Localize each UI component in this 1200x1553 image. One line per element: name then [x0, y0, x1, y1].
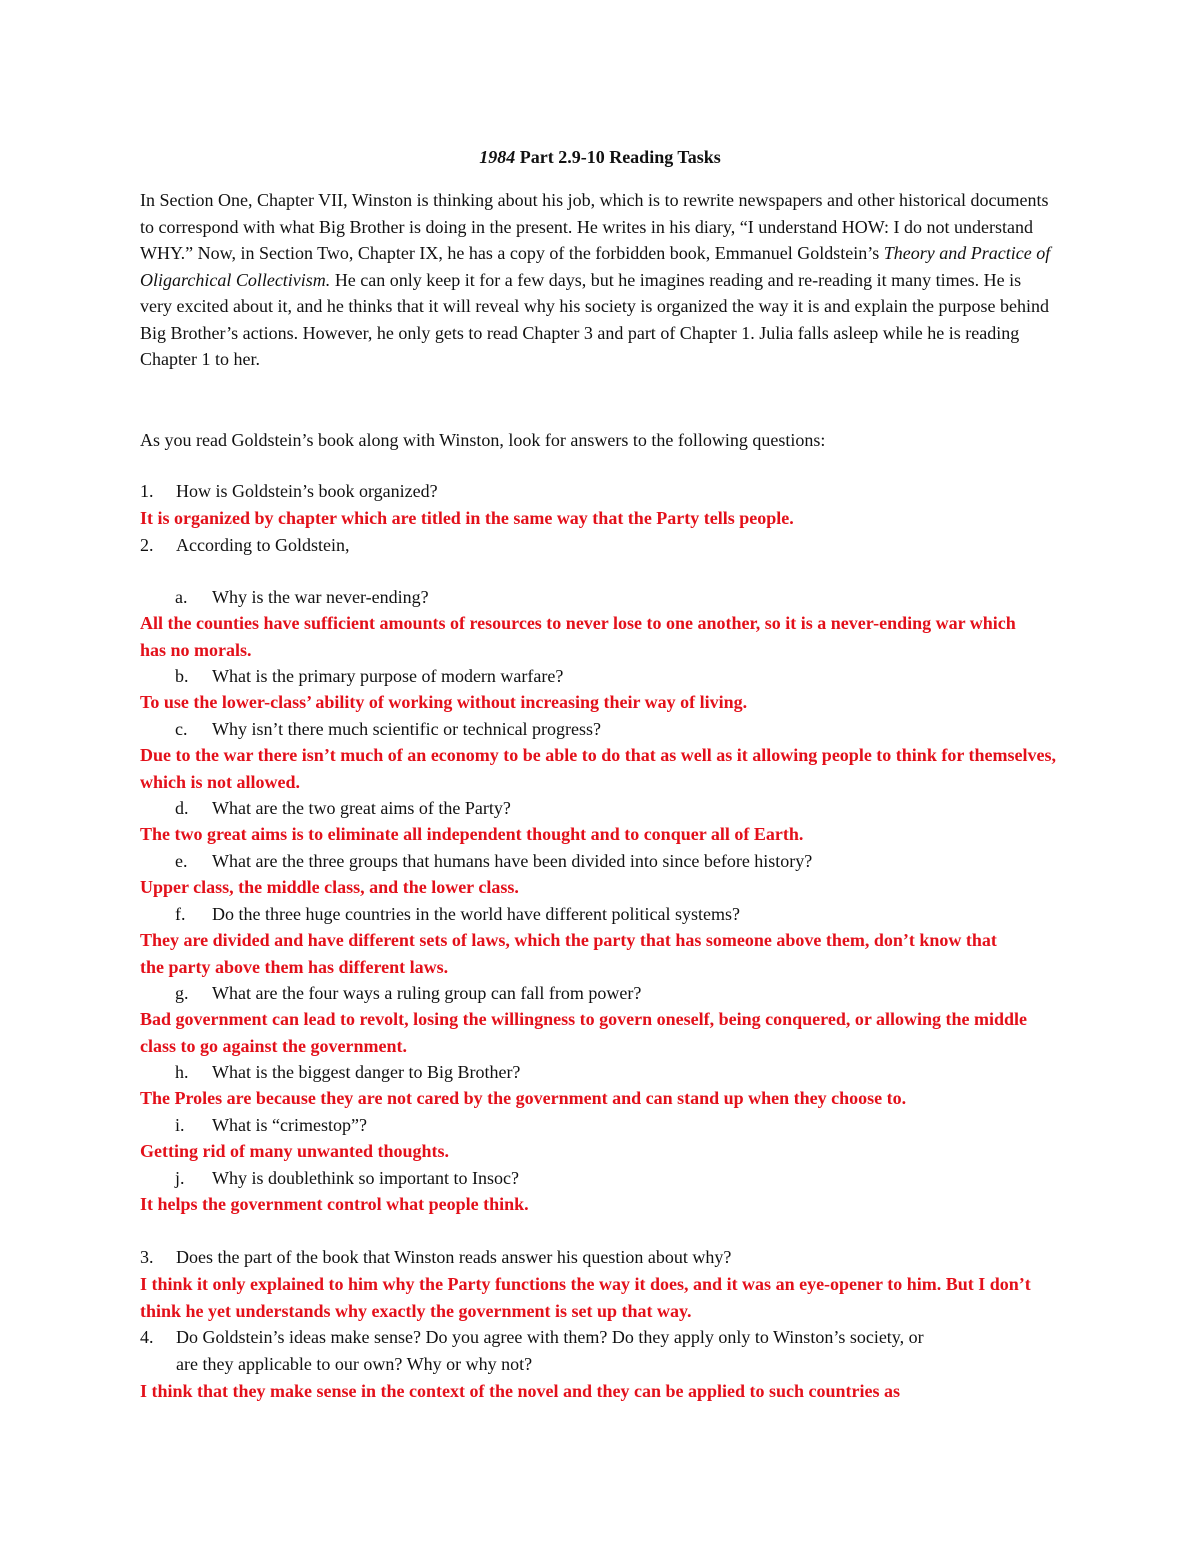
- intro-part-b: He can only keep it for a few days, but he imagines reading and re-reading it many times. He is very excited about it, and he thinks that it will reveal why his society is organized the way it is and explain the purpose behind Big Brother’s actions. However, he only gets to read Chapter 3 and part of Chapter 1. Julia falls asleep while he is reading Chapter 1 to her.: [140, 269, 1049, 369]
- answer-2e: Upper class, the middle class, and the lower class.: [140, 877, 519, 897]
- answer-2c: Due to the war there isn’t much of an economy to be able to do that as well as it allowing people to think for themselves, which is not allowed.: [140, 745, 1056, 792]
- question-text: How is Goldstein’s book organized?: [176, 481, 438, 501]
- page-title: [0, 145, 1200, 169]
- answer-2i: Getting rid of many unwanted thoughts.: [140, 1141, 450, 1161]
- intro-book-title: Theory and Practice of Oligarchical Collectivism.: [140, 243, 1051, 290]
- answer-2f: They are divided and have different sets of laws, which the party that has someone above them, don’t know that the party above them has different laws.: [140, 930, 997, 977]
- question-number: 4.: [140, 1327, 154, 1347]
- subquestion-text: What is “crimestop”?: [212, 1115, 367, 1135]
- subquestion-letter: i.: [175, 1115, 185, 1135]
- answer-3: I think it only explained to him why the Party functions the way it does, and it was an eye-opener to him. But I don’t think he yet understands why exactly the government is set up that way.: [140, 1274, 1031, 1321]
- subquestion-text: What are the four ways a ruling group can fall from power?: [212, 983, 642, 1003]
- question-number: 1.: [140, 481, 154, 501]
- subquestion-text: What are the two great aims of the Party?: [212, 798, 511, 818]
- answer-2b: To use the lower-class’ ability of working without increasing their way of living.: [140, 692, 748, 712]
- subquestion-letter: g.: [175, 983, 189, 1003]
- question-number: 3.: [140, 1247, 154, 1267]
- subquestion-text: Why isn’t there much scientific or technical progress?: [212, 719, 602, 739]
- answer-2g: Bad government can lead to revolt, losing the willingness to govern oneself, being conquered, or allowing the middle class to go against the government.: [140, 1009, 1028, 1056]
- subquestion-text: Do the three huge countries in the world have different political systems?: [212, 904, 741, 924]
- question-text: Do Goldstein’s ideas make sense? Do you agree with them? Do they apply only to Winston’s society, or: [176, 1327, 924, 1347]
- subquestion-letter: e.: [175, 851, 188, 871]
- title-rest: Part 2.9-10 Reading Tasks: [515, 147, 721, 167]
- question-text-continued: are they applicable to our own? Why or why not?: [176, 1354, 533, 1374]
- subquestion-text: Why is the war never-ending?: [212, 587, 429, 607]
- subquestion-text: What is the primary purpose of modern warfare?: [212, 666, 564, 686]
- subquestion-letter: a.: [175, 587, 188, 607]
- subquestion-text: What are the three groups that humans have been divided into since before history?: [212, 851, 813, 871]
- subquestion-letter: h.: [175, 1062, 189, 1082]
- subquestion-letter: d.: [175, 798, 189, 818]
- question-text: Does the part of the book that Winston reads answer his question about why?: [176, 1247, 732, 1267]
- answer-2a: All the counties have sufficient amounts of resources to never lose to one another, so it is a never-ending war which has no morals.: [140, 613, 1016, 660]
- answer-2h: The Proles are because they are not cared by the government and can stand up when they choose to.: [140, 1088, 907, 1108]
- answer-1: It is organized by chapter which are titled in the same way that the Party tells people.: [140, 508, 794, 528]
- subquestion-letter: b.: [175, 666, 189, 686]
- subquestion-letter: j.: [175, 1168, 185, 1188]
- intro-paragraph: [140, 187, 1055, 373]
- lead-paragraph: As you read Goldstein’s book along with Winston, look for answers to the following questions:: [140, 430, 826, 450]
- answer-2d: The two great aims is to eliminate all independent thought and to conquer all of Earth.: [140, 824, 804, 844]
- subquestion-letter: c.: [175, 719, 188, 739]
- subquestion-text: Why is doublethink so important to Insoc?: [212, 1168, 519, 1188]
- intro-part-a: In Section One, Chapter VII, Winston is thinking about his job, which is to rewrite newspapers and other historical documents to correspond with what Big Brother is doing in the present. He writes in his diary, “I understand HOW: I do not understand WHY.” Now, in Section Two, Chapter IX, he has a copy of the forbidden book, Emmanuel Goldstein’s: [140, 190, 1049, 263]
- question-text: According to Goldstein,: [176, 535, 350, 555]
- answer-2j: It helps the government control what people think.: [140, 1194, 529, 1214]
- subquestion-text: What is the biggest danger to Big Brother?: [212, 1062, 521, 1082]
- question-number: 2.: [140, 535, 154, 555]
- title-italic: 1984: [479, 147, 516, 167]
- subquestion-letter: f.: [175, 904, 186, 924]
- answer-4: I think that they make sense in the context of the novel and they can be applied to such countries as: [140, 1381, 901, 1401]
